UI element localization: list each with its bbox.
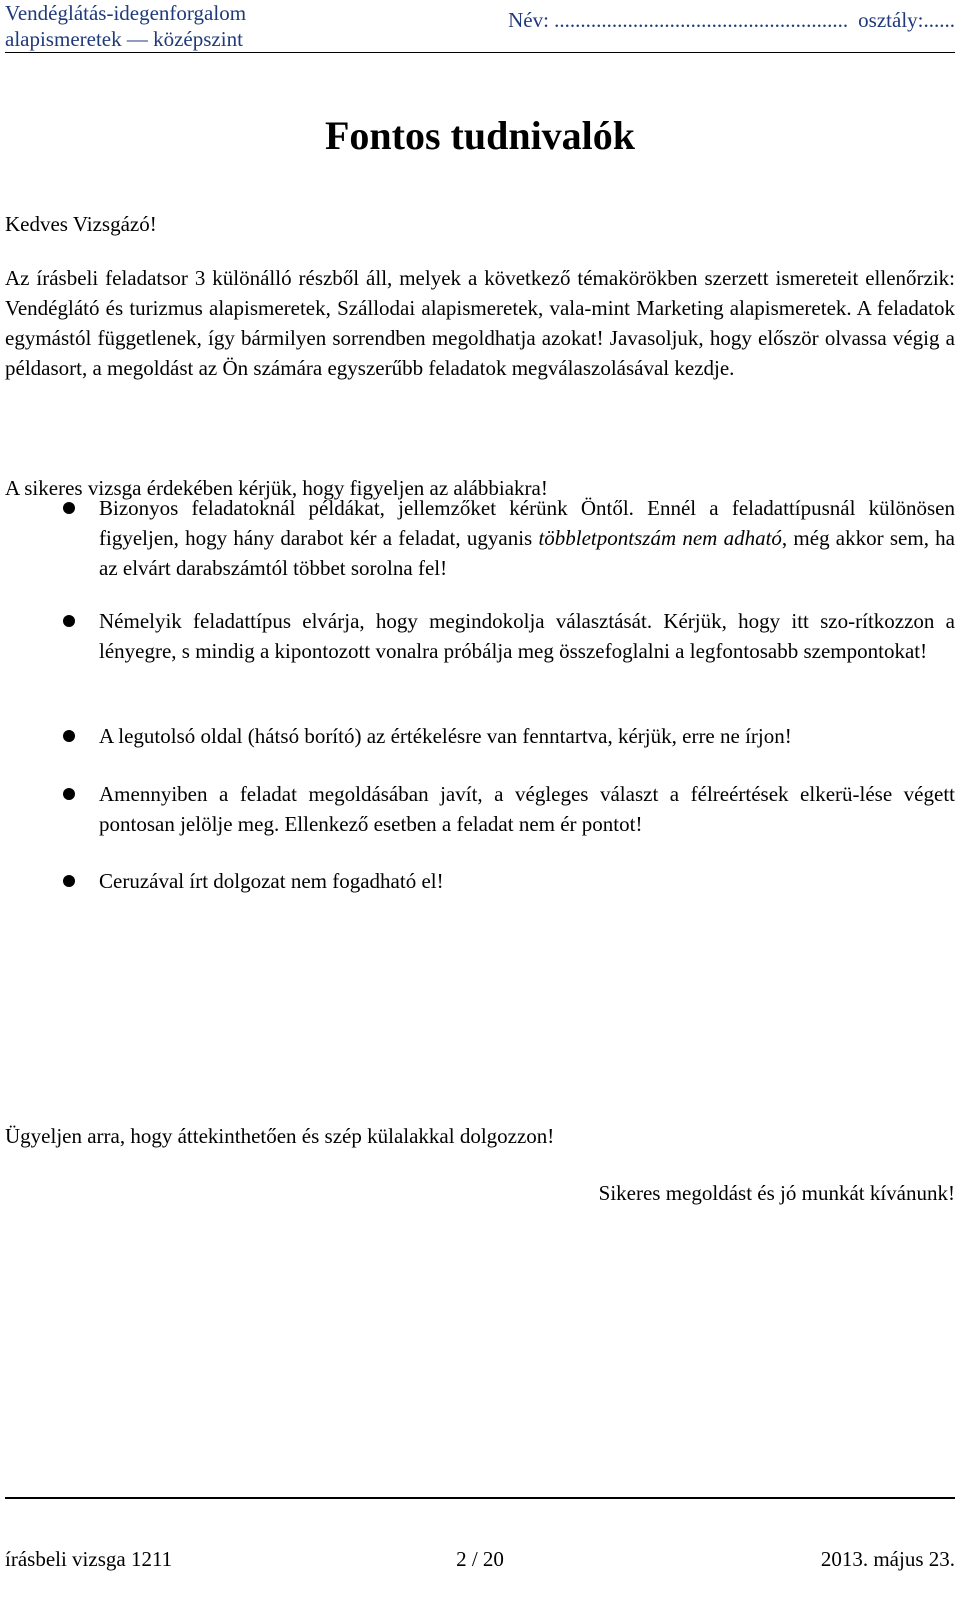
name-field[interactable]: Név: ........................................................ [508, 8, 849, 32]
class-field[interactable]: osztály:...... [858, 8, 955, 32]
bullet-icon [63, 788, 75, 800]
bullet-icon [63, 502, 75, 514]
header-subject-line1: Vendéglátás-idegenforgalom [5, 1, 247, 25]
page-title: Fontos tudnivalók [324, 113, 636, 158]
list-item [5, 606, 955, 666]
bullet-icon [63, 615, 75, 627]
bullet-emphasis: többletpontszám nem adható [538, 526, 782, 550]
exam-date: 2013. május 23. [820, 1547, 955, 1571]
intro-paragraph: Az írásbeli feladatsor 3 különálló részből áll, melyek a következő témakörökben szerzett ismereteit ellenőrzik: Vendéglátó és turizmus alapismeretek, Szállodai alapismeretek, vala-mint Marketing alapismeretek. A feladatok egymástól függetlenek, így bármilyen sorrendben megoldhatja azokat! Javasoljuk, hogy először olvassa végig a példasort, a megoldást az Ön számára egyszerűbb feladatok megválaszolásával kezdje. [5, 266, 955, 380]
list-item [5, 493, 955, 583]
care-note: Ügyeljen arra, hogy áttekinthetően és szép külalakkal dolgozzon! [5, 1124, 555, 1148]
bullet-text: Ceruzával írt dolgozat nem fogadható el! [99, 869, 444, 893]
greeting: Kedves Vizsgázó! [5, 212, 157, 236]
bullet-text: A legutolsó oldal (hátsó borító) az értékelésre van fenntartva, kérjük, erre ne írjon! [99, 724, 792, 748]
bullet-text: Amennyiben a feladat megoldásában javít, a végleges választ a félreértések elkerü-lése végett pontosan jelölje meg. Ellenkező esetben a feladat nem ér pontot! [99, 782, 955, 836]
bullet-text-tail: , még akkor sem, ha az elvárt darabszámtól többet sorolna fel! [99, 526, 955, 580]
exam-code: írásbeli vizsga 1211 [5, 1547, 173, 1571]
bullet-text: Bizonyos feladatoknál példákat, jellemzőket kérünk Öntől. Ennél a feladattípusnál különösen figyeljen, hogy hány darabot kér a feladat, ugyanis [99, 496, 955, 550]
page-footer [5, 1497, 955, 1611]
list-item [5, 721, 955, 751]
list-item [5, 779, 955, 839]
header-subject [5, 0, 246, 52]
bullet-text: Némelyik feladattípus elvárja, hogy megindokolja választását. Kérjük, hogy itt szo-rítkozzon a lényegre, s mindig a kipontozott vonalra próbálja meg összefoglalni a legfontosabb szempontokat! [99, 609, 955, 663]
page-header [5, 0, 955, 53]
lead-sentence: A sikeres vizsga érdekében kérjük, hogy figyeljen az alábbiakra! [5, 476, 548, 500]
list-item [5, 866, 955, 896]
bullet-icon [63, 730, 75, 742]
closing-wish: Sikeres megoldást és jó munkát kívánunk! [598, 1181, 955, 1205]
header-fields [508, 8, 955, 33]
header-subject-line2: alapismeretek — középszint [5, 27, 243, 51]
page-number: 2 / 20 [456, 1547, 504, 1571]
bullet-icon [63, 875, 75, 887]
